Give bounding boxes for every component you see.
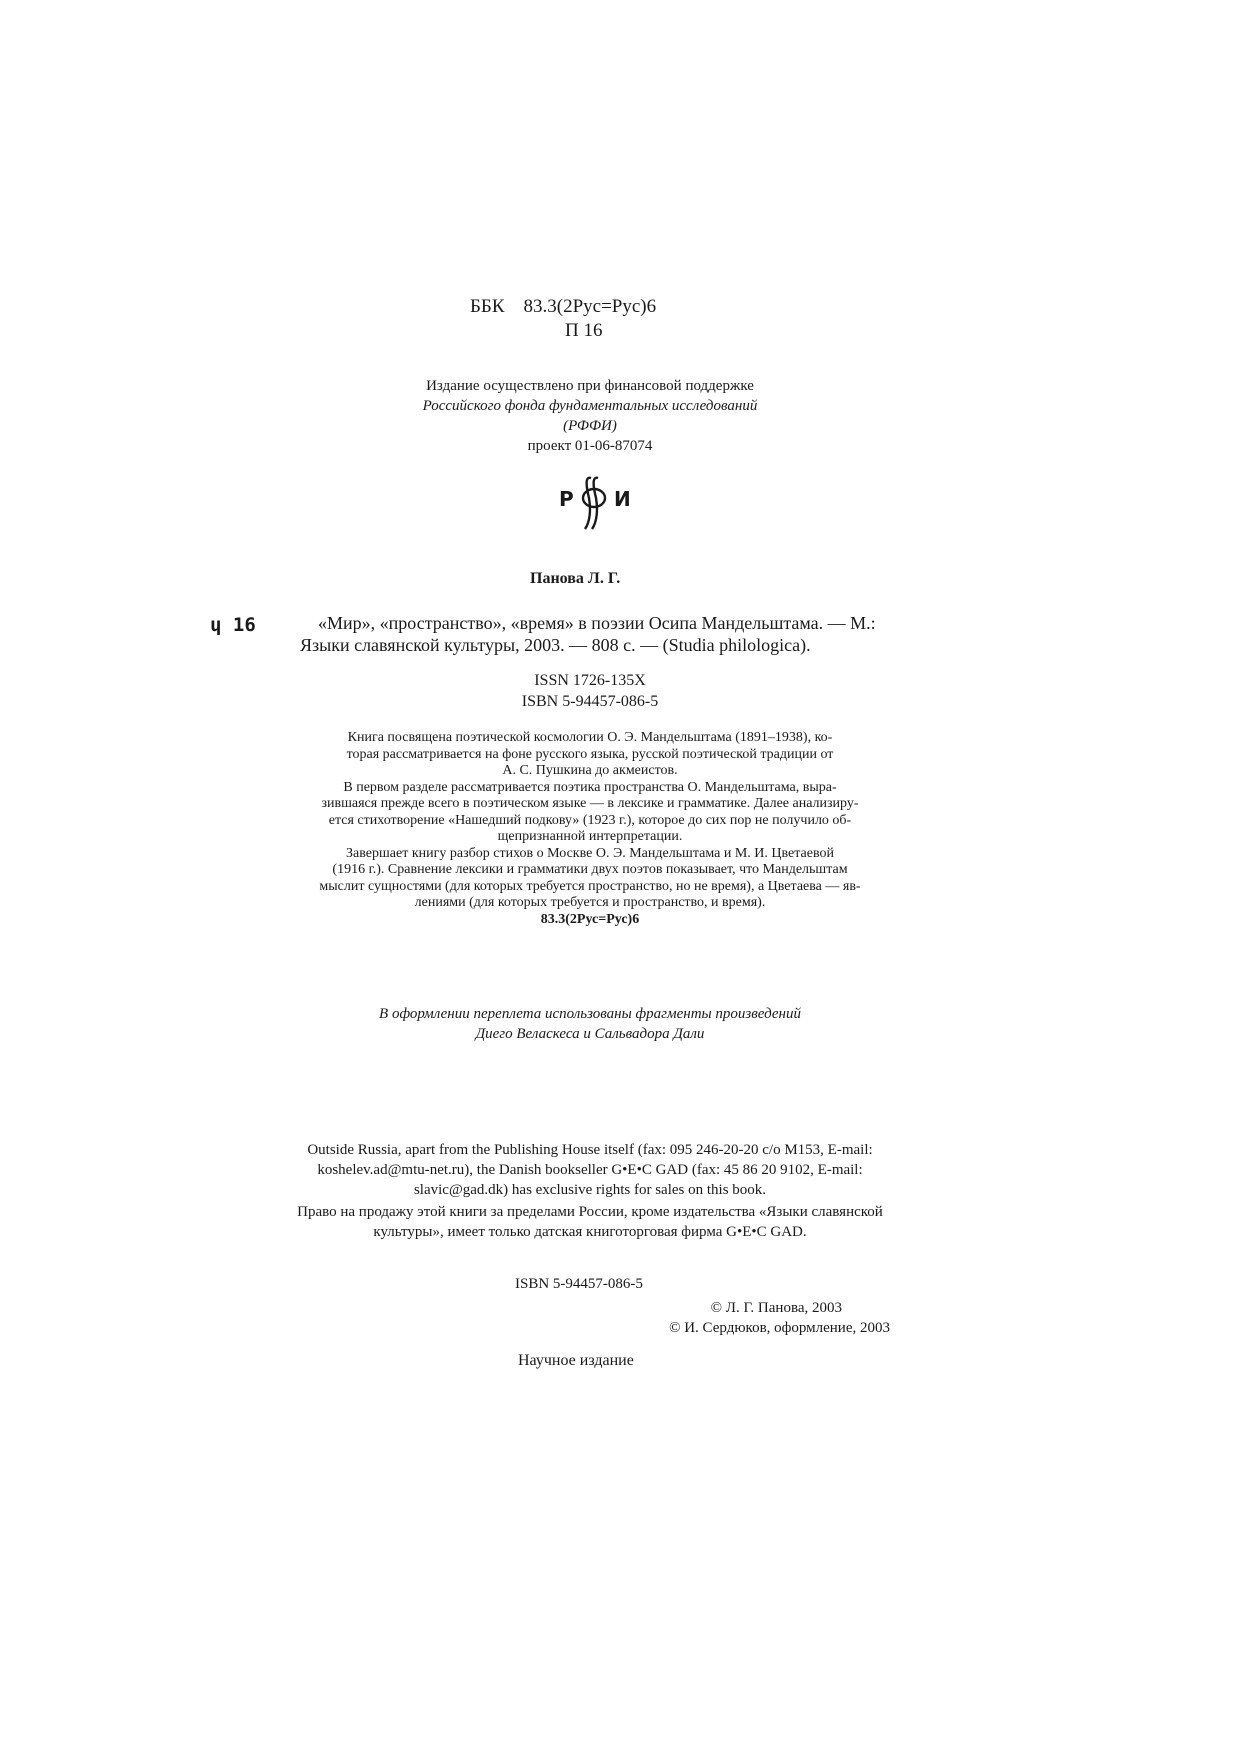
rights-en-line-2: koshelev.ad@mtu-net.ru), the Danish bookseller G•E•C GAD (fax: 45 86 20 9102, E-mail: (317, 1162, 863, 1178)
rights-ru-line-2: культуры», имеет только датская книготорговая фирма G•E•C GAD. (373, 1224, 807, 1240)
cover-note-line-2: Диего Веласкеса и Сальвадора Дали (475, 1026, 705, 1042)
funding-line-3: (РФФИ) (563, 418, 617, 434)
rights-en-line-1: Outside Russia, apart from the Publishing House itself (fax: 095 246-20-20 c/o M153, E-mail: (307, 1142, 873, 1158)
title-entry (300, 612, 876, 656)
abstract-p1-l3: А. С. Пушкина до акмеистов. (502, 763, 678, 778)
abstract-p2-l2: зившаяся прежде всего в поэтическом языке — в лексике и грамматике. Далее анализиру- (321, 796, 859, 811)
funding-line-2: Российского фонда фундаментальных исследований (422, 398, 758, 414)
copyright-author: © Л. Г. Панова, 2003 (710, 1300, 842, 1316)
rights-en-line-3: slavic@gad.dk) has exclusive rights for sales on this book. (413, 1182, 767, 1198)
copyrights (600, 1298, 890, 1338)
rffi-logo (555, 474, 635, 534)
abstract (280, 730, 900, 928)
abstract-p3-l3: мыслит сущностями (для которых требуется пространство, но не время), а Цветаева — яв- (319, 878, 861, 894)
abstract-bbk: 83.3(2Рус=Рус)6 (540, 911, 640, 927)
cover-note (340, 1004, 840, 1044)
copyright-design: © И. Сердюков, оформление, 2003 (669, 1320, 890, 1336)
title-entry-line-2: Языки славянской культуры, 2003. — 808 с. — (Studia philologica). (300, 635, 811, 655)
logo-letter-left: Р (559, 487, 574, 511)
rights-ru-line-1: Право на продажу этой книги за пределами России, кроме издательства «Языки славянской (297, 1204, 883, 1220)
margin-mark: ɥ 16 (210, 614, 256, 636)
rights-english (260, 1140, 920, 1200)
rights-russian (260, 1202, 920, 1242)
abstract-p2-l4: щепризнанной интерпретации. (497, 829, 683, 844)
funding-line-4: проект 01-06-87074 (527, 438, 653, 454)
abstract-p3-l4: лениями (для которых требуется и пространство, и время). (414, 895, 766, 910)
title-entry-line-1: «Мир», «пространство», «время» в поэзии Осипа Мандельштама. — М.: (318, 613, 876, 633)
bbk-label: ББК (470, 296, 505, 317)
author-mark: П 16 (565, 320, 603, 341)
abstract-p2-l3: ется стихотворение «Нашедший подкову» (1923 г.), которое до сих пор не получило об- (328, 812, 852, 828)
cover-note-line-1: В оформлении переплета использованы фрагменты произведений (379, 1006, 801, 1022)
abstract-p1-l1: Книга посвящена поэтической космологии О. Э. Мандельштама (1891–1938), ко- (347, 730, 833, 745)
funding-line-1: Издание осуществлено при финансовой поддержке (426, 378, 754, 394)
isbn-top: ISBN 5-94457-086-5 (521, 693, 659, 710)
logo-letter-right: И (614, 487, 631, 511)
abstract-p3-l2: (1916 г.). Сравнение лексики и грамматики двух поэтов показывает, что Мандельштам (332, 862, 848, 877)
author-name: Панова Л. Г. (530, 570, 621, 587)
abstract-p1-l2: торая рассматривается на фоне русского языка, русской поэтической традиции от (346, 746, 834, 762)
funding-note (340, 376, 840, 456)
identifiers (390, 670, 790, 712)
bbk-line (470, 296, 656, 318)
isbn-bottom: ISBN 5-94457-086-5 (515, 1276, 643, 1292)
bbk-code: 83.3(2Рус=Рус)6 (523, 296, 657, 317)
abstract-p3-l1: Завершает книгу разбор стихов о Москве О. Э. Мандельштама и М. И. Цветаевой (346, 845, 834, 861)
edition-type: Научное издание (518, 1352, 634, 1369)
abstract-p2-l1: В первом разделе рассматривается поэтика пространства О. Мандельштама, выра- (343, 779, 837, 795)
issn: ISSN 1726-135X (534, 672, 646, 689)
